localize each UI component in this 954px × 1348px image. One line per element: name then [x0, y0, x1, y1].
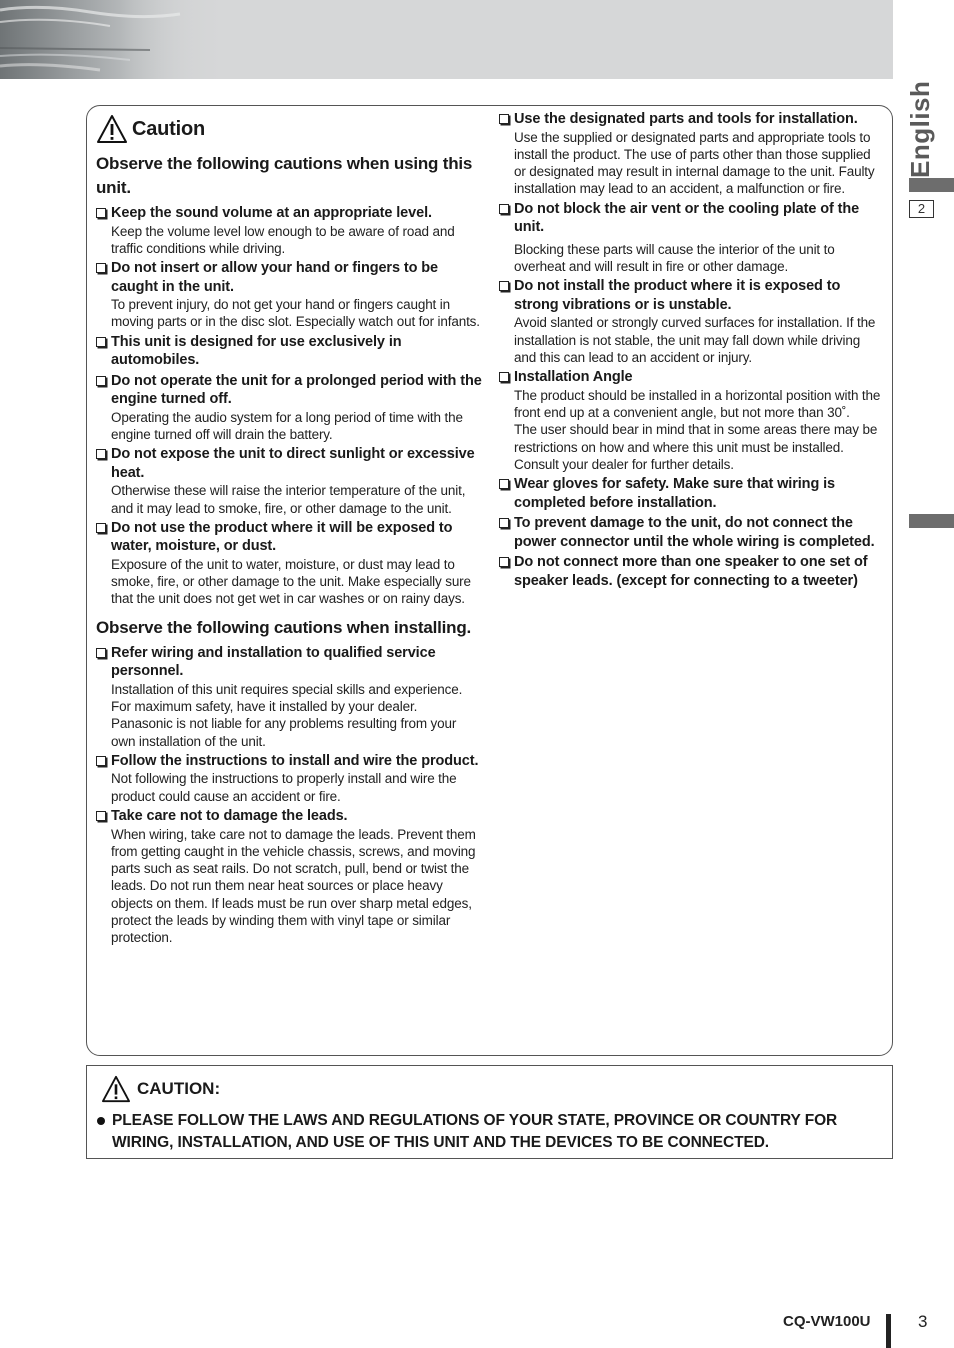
checkbox-icon [499, 518, 509, 528]
list-item: Do not use the product where it will be exposed to water, moisture, or dust. Exposure of the unit to water, moisture, or dust may lead to smoke, fire, or other damage to the unit. Make especially sure that the unit does not get wet in car washes or on rainy days. [96, 519, 482, 608]
checkbox-icon [96, 376, 106, 386]
list-item: Refer wiring and installation to qualified service personnel. Installation of this unit requires special skills and experience. For maximum safety, have it installed by your dealer. Panasonic is not liable for any problems resulting from your own installation of the unit. [96, 644, 482, 750]
checkbox-icon [499, 479, 509, 489]
list-item: To prevent damage to the unit, do not connect the power connector until the whole wiring is completed. [499, 514, 885, 551]
checkbox-icon [499, 204, 509, 214]
caution-notice-text: PLEASE FOLLOW THE LAWS AND REGULATIONS OF YOUR STATE, PROVINCE OR COUNTRY FOR WIRING, INSTALLATION, AND USE OF THIS UNIT AND THE DEVICES TO BE CONNECTED. [97, 1110, 887, 1154]
side-marker [909, 514, 954, 528]
checkbox-icon [96, 263, 106, 273]
list-item: Do not insert or allow your hand or fingers to be caught in the unit. To prevent injury, do not get your hand or fingers caught in moving parts or in the disc slot. Especially watch out for infants. [96, 259, 482, 331]
page-number: 3 [918, 1312, 928, 1331]
bullet-icon [97, 1117, 105, 1125]
list-item: Do not operate the unit for a prolonged period with the engine turned off. Operating the audio system for a long period of time with the engine turned off will drain the battery. [96, 372, 482, 444]
language-label: English [905, 80, 935, 178]
checkbox-icon [96, 523, 106, 533]
right-column [499, 110, 885, 592]
list-item: Keep the sound volume at an appropriate level. Keep the volume level low enough to be aware of road and traffic conditions while driving. [96, 204, 482, 257]
checkbox-icon [96, 337, 106, 347]
caution-notice-box [86, 1065, 893, 1159]
list-item: Do not block the air vent or the cooling plate of the unit. Blocking these parts will cause the interior of the unit to overheat and will result in fire or other damage. [499, 200, 885, 276]
list-item: Do not install the product where it is exposed to strong vibrations or is unstable. Avoid slanted or strongly curved surfaces for installation. If the installation is not stable, the unit may fall down while driving and this can lead to an accident or injury. [499, 277, 885, 366]
caution-notice-title: CAUTION: [137, 1079, 221, 1098]
section-heading-installing: Observe the following cautions when installing. [96, 617, 472, 637]
list-item: This unit is designed for use exclusively in automobiles. [96, 333, 482, 370]
list-item: Do not expose the unit to direct sunlight or excessive heat. Otherwise these will raise the interior temperature of the unit, and it may lead to smoke, fire, or other damage to the unit. [96, 445, 482, 517]
left-column [96, 114, 482, 949]
checkbox-icon [499, 557, 509, 567]
warning-icon [96, 114, 128, 144]
section-number: 2 [909, 200, 934, 218]
checkbox-icon [96, 648, 106, 658]
list-item: Do not connect more than one speaker to one set of speaker leads. (except for connecting to a tweeter) [499, 553, 885, 590]
language-bar [909, 178, 954, 192]
checkbox-icon [96, 811, 106, 821]
checkbox-icon [96, 208, 106, 218]
checkbox-icon [499, 281, 509, 291]
caution-notice-heading [101, 1075, 220, 1103]
footer-bar [886, 1314, 891, 1348]
list-item: Installation Angle The product should be installed in a horizontal position with the front end up at a convenient angle, but not more than 30˚. The user should bear in mind that in some areas there may be restrictions on how and where this unit must be installed. Consult your dealer for further details. [499, 368, 885, 473]
header-photo [0, 0, 200, 79]
section-heading-using: Observe the following cautions when using this unit. [96, 154, 473, 197]
checkbox-icon [499, 114, 509, 124]
model-number: CQ-VW100U [783, 1313, 871, 1330]
caution-heading [96, 114, 482, 144]
list-item: Follow the instructions to install and wire the product. Not following the instructions to properly install and wire the product could cause an accident or fire. [96, 752, 482, 805]
caution-title: Caution [132, 117, 206, 140]
header-band [0, 0, 893, 79]
checkbox-icon [499, 372, 509, 382]
checkbox-icon [96, 756, 106, 766]
checkbox-icon [96, 449, 106, 459]
warning-icon [101, 1075, 131, 1103]
list-item: Take care not to damage the leads. When wiring, take care not to damage the leads. Prevent them from getting caught in the vehicle chassis, screws, and moving parts such as seat rails. Do not scratch, pull, bend or twist the leads. Do not run them near heat sources or place heavy objects on them. If leads must be run over sharp metal edges, protect the leads by winding them with vinyl tape or similar protection. [96, 807, 482, 947]
list-item: Use the designated parts and tools for installation. Use the supplied or designated parts and appropriate tools to install the product. The use of parts other than those supplied or designated may result in internal damage to the unit. Faulty installation may lead to an accident, a malfunction or fire. [499, 110, 885, 198]
list-item: Wear gloves for safety. Make sure that wiring is completed before installation. [499, 475, 885, 512]
